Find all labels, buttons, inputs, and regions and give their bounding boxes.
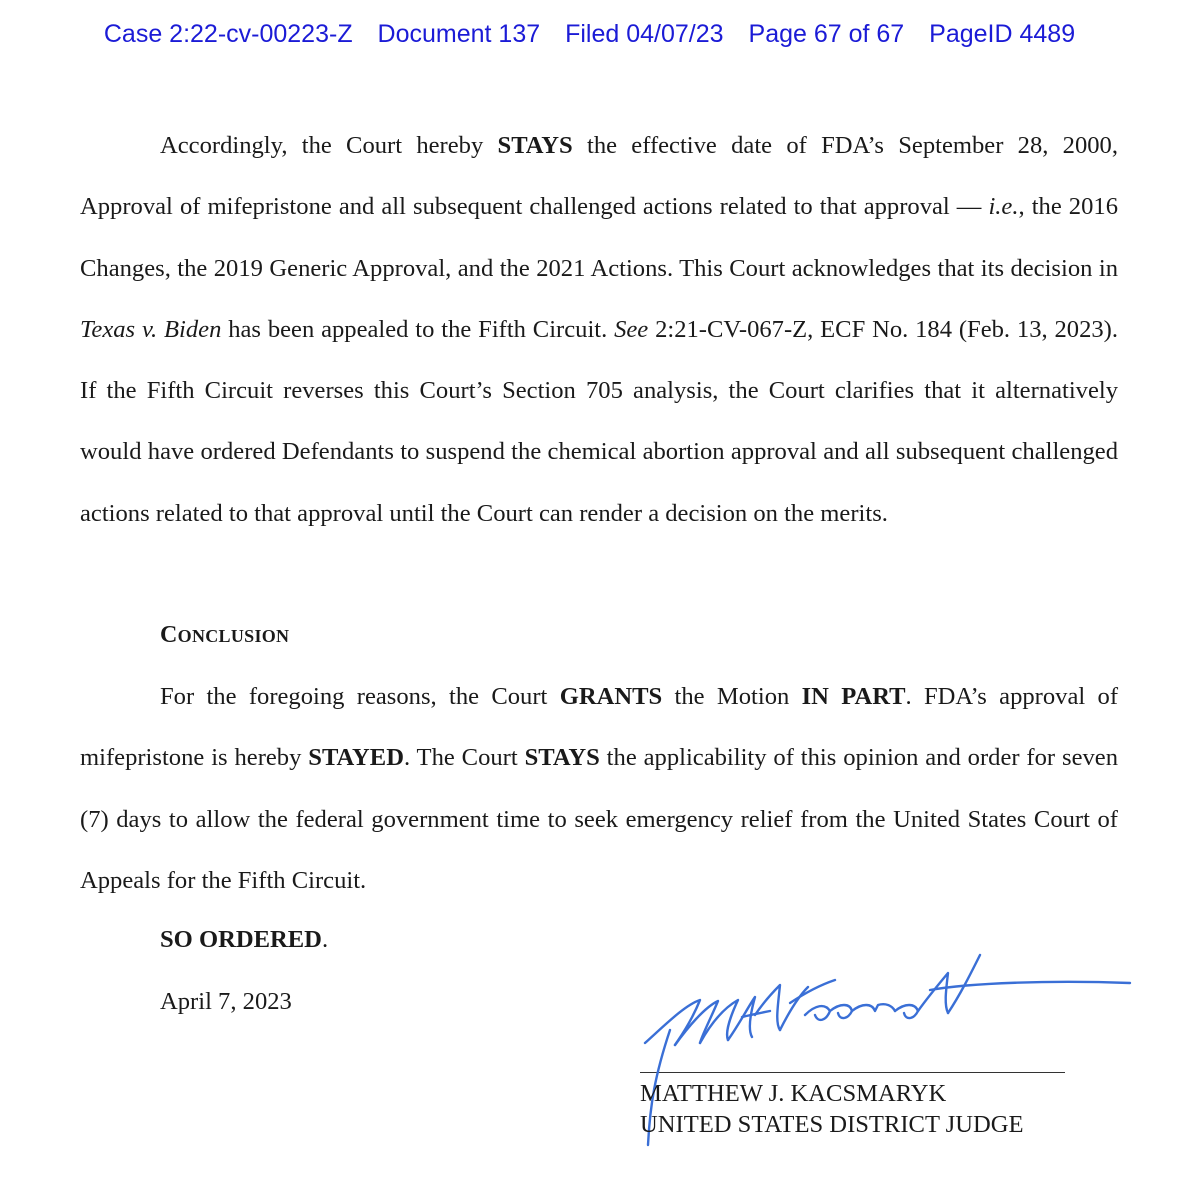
so-ordered: SO ORDERED. [160,926,329,953]
case-number: Case 2:22-cv-00223-Z [103,20,353,48]
filed-date: Filed 04/07/23 [565,20,724,48]
conclusion-heading: CONCLUSION [160,622,290,648]
document-number: Document 137 [377,20,541,48]
stay-paragraph: Accordingly, the Court hereby STAYS the effective date of FDA’s September 28, 2000, Approval of mifepristone and all subsequent challenged actions related to that approval — i.e., the 2016 Changes, the 2019 Generic Approval, and the 2021 Actions. This Court acknowledges that its decision in Texas v. Biden has been appealed to the Fifth Circuit. See 2:21-CV-067-Z, ECF No. 184 (Feb. 13, 2023). If the Fifth Circuit reverses this Court’s Section 705 analysis, the Court clarifies that it alternatively would have ordered Defendants to suspend the chemical abortion approval and all subsequent challenged actions related to that approval until the Court can render a decision on the merits. [80,132,1119,527]
judge-name: MATTHEW J. KACSMARYK [640,1080,947,1107]
document-header [0,20,1179,49]
judge-title: UNITED STATES DISTRICT JUDGE [640,1111,1024,1138]
order-date: April 7, 2023 [160,988,292,1015]
page-number: Page 67 of 67 [748,20,905,48]
conclusion-paragraph: For the foregoing reasons, the Court GRANTS the Motion IN PART. FDA’s approval of mifepristone is hereby STAYED. The Court STAYS the applicability of this opinion and order for seven (7) days to allow the federal government time to seek emergency relief from the United States Court of Appeals for the Fifth Circuit. [80,683,1119,894]
page-id: PageID 4489 [929,20,1076,48]
